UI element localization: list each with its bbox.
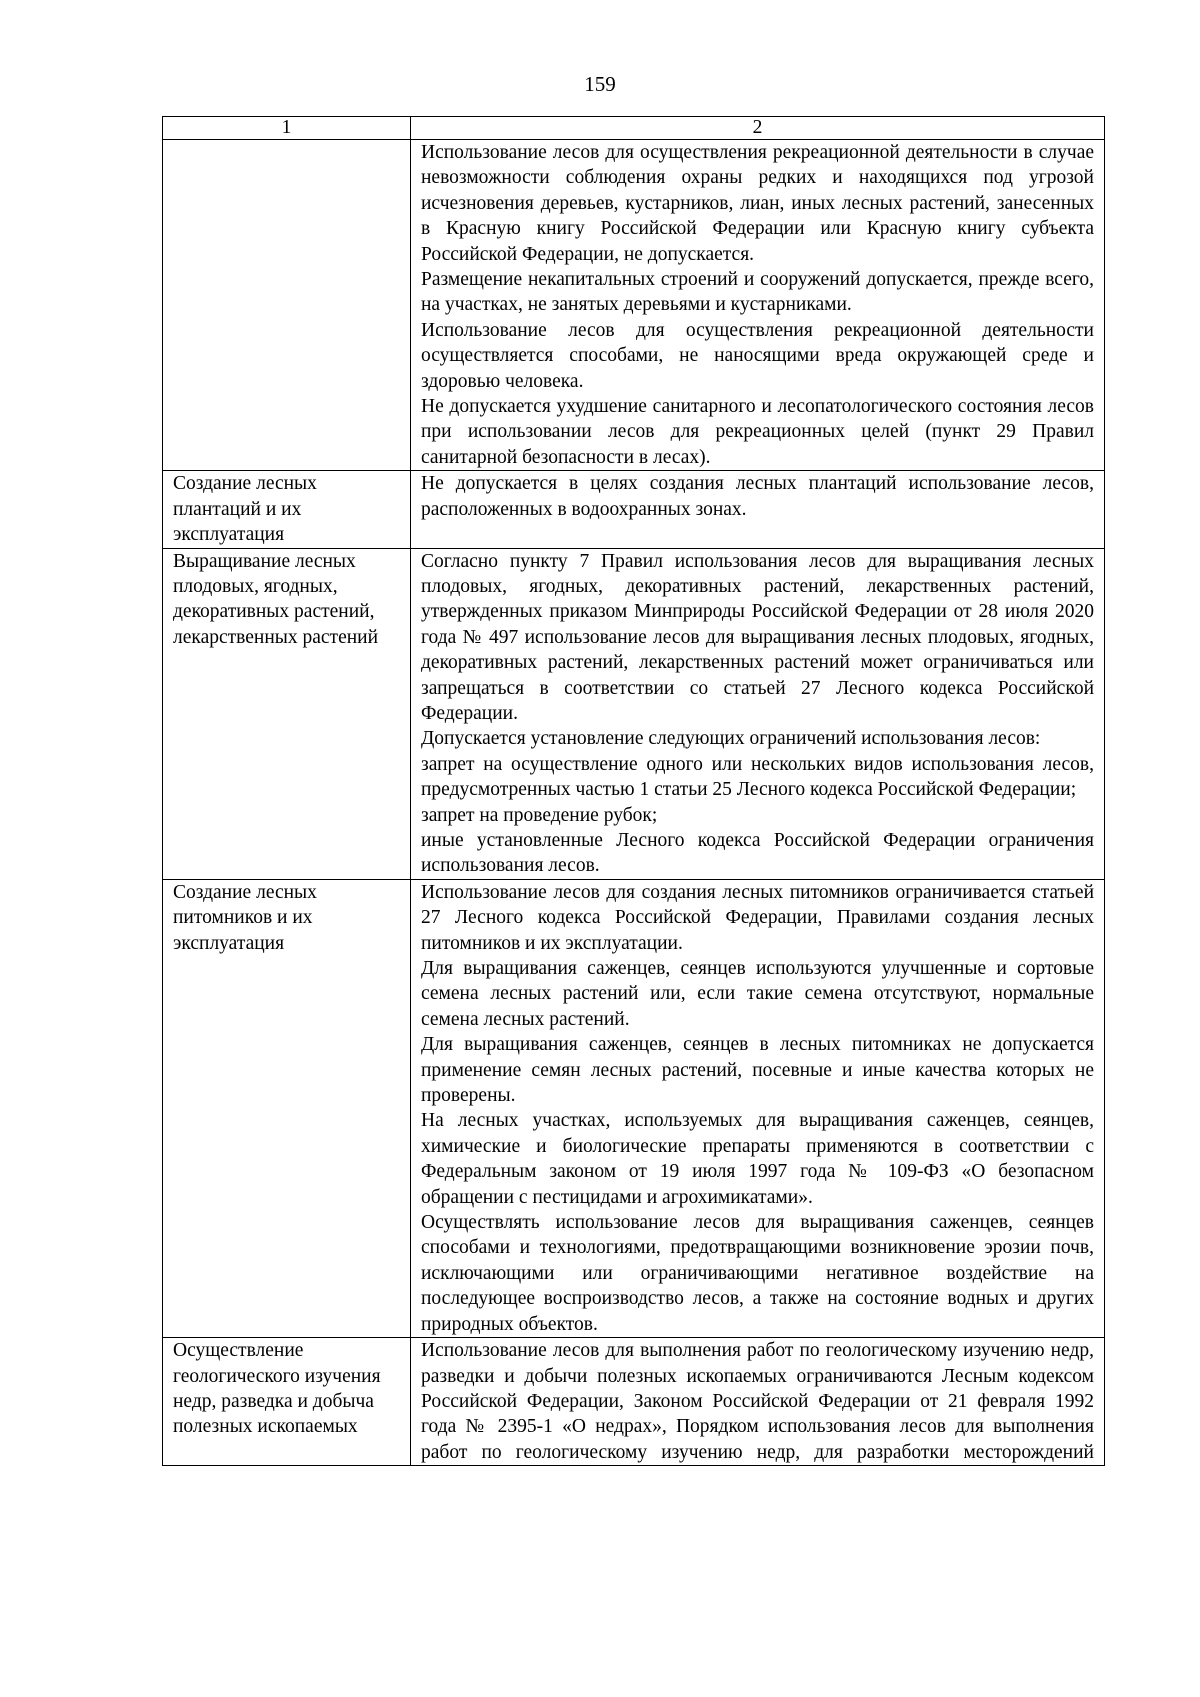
restriction-paragraph: иные установленные Лесного кодекса Российской Федерации ограничения использования лесов. [421,829,1094,877]
restriction-paragraph: Использование лесов для осуществления рекреационной деятельности осуществляется способами, не наносящими вреда окружающей среде и здоровью человека. [421,319,1094,392]
restrictions-cell [411,471,1105,548]
activity-type-cell [163,140,411,471]
column-header-1: 1 [163,117,411,140]
table-row [163,548,1105,879]
restriction-paragraph: Для выращивания саженцев, сеянцев используются улучшенные и сортовые семена лесных растений или, если такие семена отсутствуют, нормальные семена лесных растений. [421,958,1094,1030]
restriction-paragraph: Не допускается ухудшение санитарного и лесопатологического состояния лесов при использовании лесов для рекреационных целей (пункт 29 Правил санитарной безопасности в лесах). [421,396,1094,468]
restrictions-cell [411,548,1105,879]
activity-type-cell: Создание лесных питомников и их эксплуатация [163,879,411,1337]
table-row [163,471,1105,548]
restriction-paragraph: Для выращивания саженцев, сеянцев в лесных питомниках не допускается применение семян лесных растений, посевные и иные качества которых не проверены. [421,1034,1094,1107]
activity-type-cell: Создание лесных плантаций и их эксплуатация [163,471,411,548]
restriction-paragraph: запрет на осуществление одного или нескольких видов использования лесов, предусмотренных частью 1 статьи 25 Лесного кодекса Российской Федерации; [421,753,1094,801]
page-number: 159 [584,72,616,96]
restriction-paragraph: Размещение некапитальных строений и сооружений допускается, прежде всего, на участках, не занятых деревьями и кустарниками. [421,269,1094,316]
restriction-paragraph: Допускается установление следующих ограничений использования лесов: [421,728,1041,750]
activity-type-cell: Осуществление геологического изучения недр, разведка и добыча полезных ископаемых [163,1338,411,1466]
restriction-paragraph: Использование лесов для выполнения работ по геологическому изучению недр, разведки и добычи полезных ископаемых ограничиваются Лесным кодексом Российской Федерации, Законом Российской Федерации от 21 февраля 1992 года № 2395-1 «О недрах», Порядком использования лесов для выполнения работ по геологическому изучению недр, для разработки месторождений [421,1340,1094,1463]
column-header-2: 2 [411,117,1105,140]
restrictions-cell [411,1338,1105,1466]
restriction-paragraph: Согласно пункту 7 Правил использования лесов для выращивания лесных плодовых, ягодных, декоративных растений, лекарственных растений, утвержденных приказом Минприроды Российской Федерации от 28 июля 2020 года № 497 использование лесов для выращивания лесных плодовых, ягодных, декоративных растений, лекарственных растений может ограничиваться или запрещаться в соответствии со статьей 27 Лесного кодекса Российской Федерации. [421,550,1094,724]
table-header-row [163,117,1105,140]
restrictions-table [162,116,1105,1466]
restriction-paragraph: Использование лесов для создания лесных питомников ограничивается статьей 27 Лесного кодекса Российской Федерации, Правилами создания лесных питомников и их эксплуатации. [421,881,1094,954]
restriction-paragraph: Осуществлять использование лесов для выращивания саженцев, сеянцев способами и технологиями, предотвращающими возникновение эрозии почв, исключающими или ограничивающими негативное воздействие на последующее воспроизводство лесов, а также на состояние водных и других природных объектов. [421,1212,1094,1335]
table-row [163,879,1105,1337]
restriction-paragraph: Использование лесов для осуществления рекреационной деятельности в случае невозможности соблюдения охраны редких и находящихся под угрозой исчезновения деревьев, кустарников, лиан, иных лесных растений, занесенных в Красную книгу Российской Федерации или Красную книгу субъекта Российской Федерации, не допускается. [421,142,1094,265]
restriction-paragraph: Не допускается в целях создания лесных плантаций использование лесов, расположенных в водоохранных зонах. [421,473,1094,520]
restriction-paragraph: На лесных участках, используемых для выращивания саженцев, сеянцев, химические и биологические препараты применяются в соответствии с Федеральным законом от 19 июля 1997 года № 109-ФЗ «О безопасном обращении с пестицидами и агрохимикатами». [421,1110,1094,1208]
table-row [163,1338,1105,1466]
table-row [163,140,1105,471]
activity-type-cell: Выращивание лесных плодовых, ягодных, декоративных растений, лекарственных растений [163,548,411,879]
restrictions-cell [411,140,1105,471]
restrictions-cell [411,879,1105,1337]
restriction-paragraph: запрет на проведение рубок; [421,804,658,826]
